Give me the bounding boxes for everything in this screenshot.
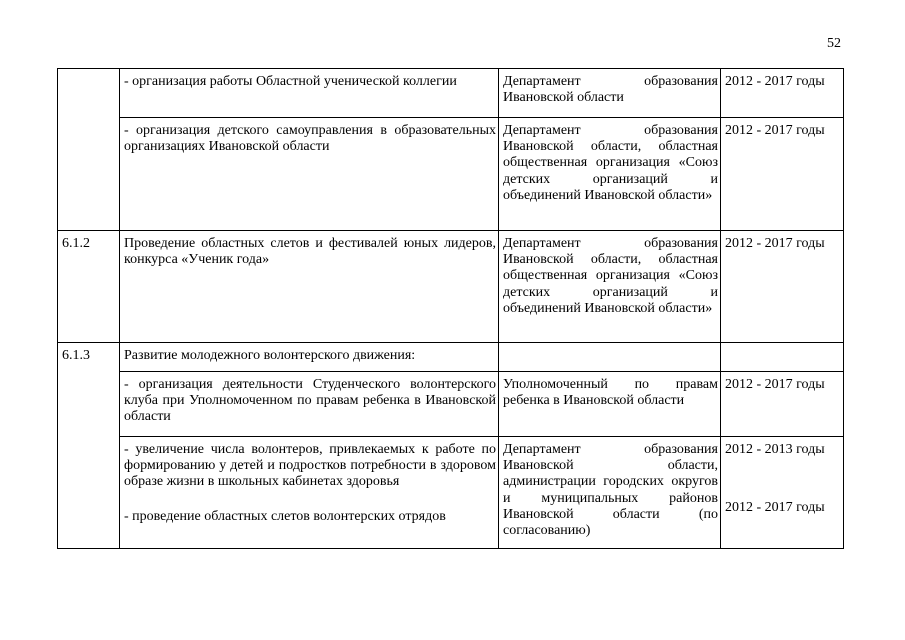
period-cell: [721, 437, 844, 549]
page-number: 52: [827, 36, 841, 51]
activity-cell: - организация работы Областной ученической коллегии: [120, 69, 499, 118]
table-row: [58, 69, 844, 118]
activity-cell: - организация деятельности Студенческого волонтерского клуба при Уполномоченном по правам ребенка в Ивановской области: [120, 372, 499, 437]
executor-cell: Департамент образования Ивановской области, областная общественная организация «Союз детских организаций и объединений Ивановской области»: [499, 118, 721, 231]
period-cell: 2012 - 2017 годы: [721, 118, 844, 231]
activity-cell: Проведение областных слетов и фестивалей юных лидеров, конкурса «Ученик года»: [120, 231, 499, 343]
item-number: [58, 69, 120, 231]
table-row: [58, 343, 844, 372]
activity-cell: [120, 437, 499, 549]
period-cell: 2012 - 2017 годы: [721, 231, 844, 343]
executor-cell: Департамент образования Ивановской области: [499, 69, 721, 118]
item-number: 6.1.2: [58, 231, 120, 343]
period-cell: 2012 - 2017 годы: [721, 69, 844, 118]
table-row: [58, 118, 844, 231]
executor-cell: Уполномоченный по правам ребенка в Ивановской области: [499, 372, 721, 437]
executor-cell: Департамент образования Ивановской области, областная общественная организация «Союз детских организаций и объединений Ивановской области»: [499, 231, 721, 343]
table-row: [58, 231, 844, 343]
table-row: [58, 437, 844, 549]
item-number: 6.1.3: [58, 343, 120, 549]
period-cell: [721, 343, 844, 372]
period-line: 2012 - 2013 годы: [725, 442, 825, 457]
executor-cell: Департамент образования Ивановской области, администрации городских округов и муниципальных районов Ивановской области (по согласованию): [499, 437, 721, 549]
period-line: 2012 - 2017 годы: [725, 500, 825, 516]
activities-table: [57, 68, 844, 549]
table-row: [58, 372, 844, 437]
executor-cell: [499, 343, 721, 372]
activity-cell: Развитие молодежного волонтерского движения:: [120, 343, 499, 372]
activity-line: - проведение областных слетов волонтерских отрядов: [124, 508, 446, 524]
activity-cell: - организация детского самоуправления в образовательных организациях Ивановской области: [120, 118, 499, 231]
activity-line: - увеличение числа волонтеров, привлекаемых к работе по формированию у детей и подростков потребности в здоровом образе жизни в школьных кабинетах здоровья: [124, 442, 496, 490]
period-cell: 2012 - 2017 годы: [721, 372, 844, 437]
